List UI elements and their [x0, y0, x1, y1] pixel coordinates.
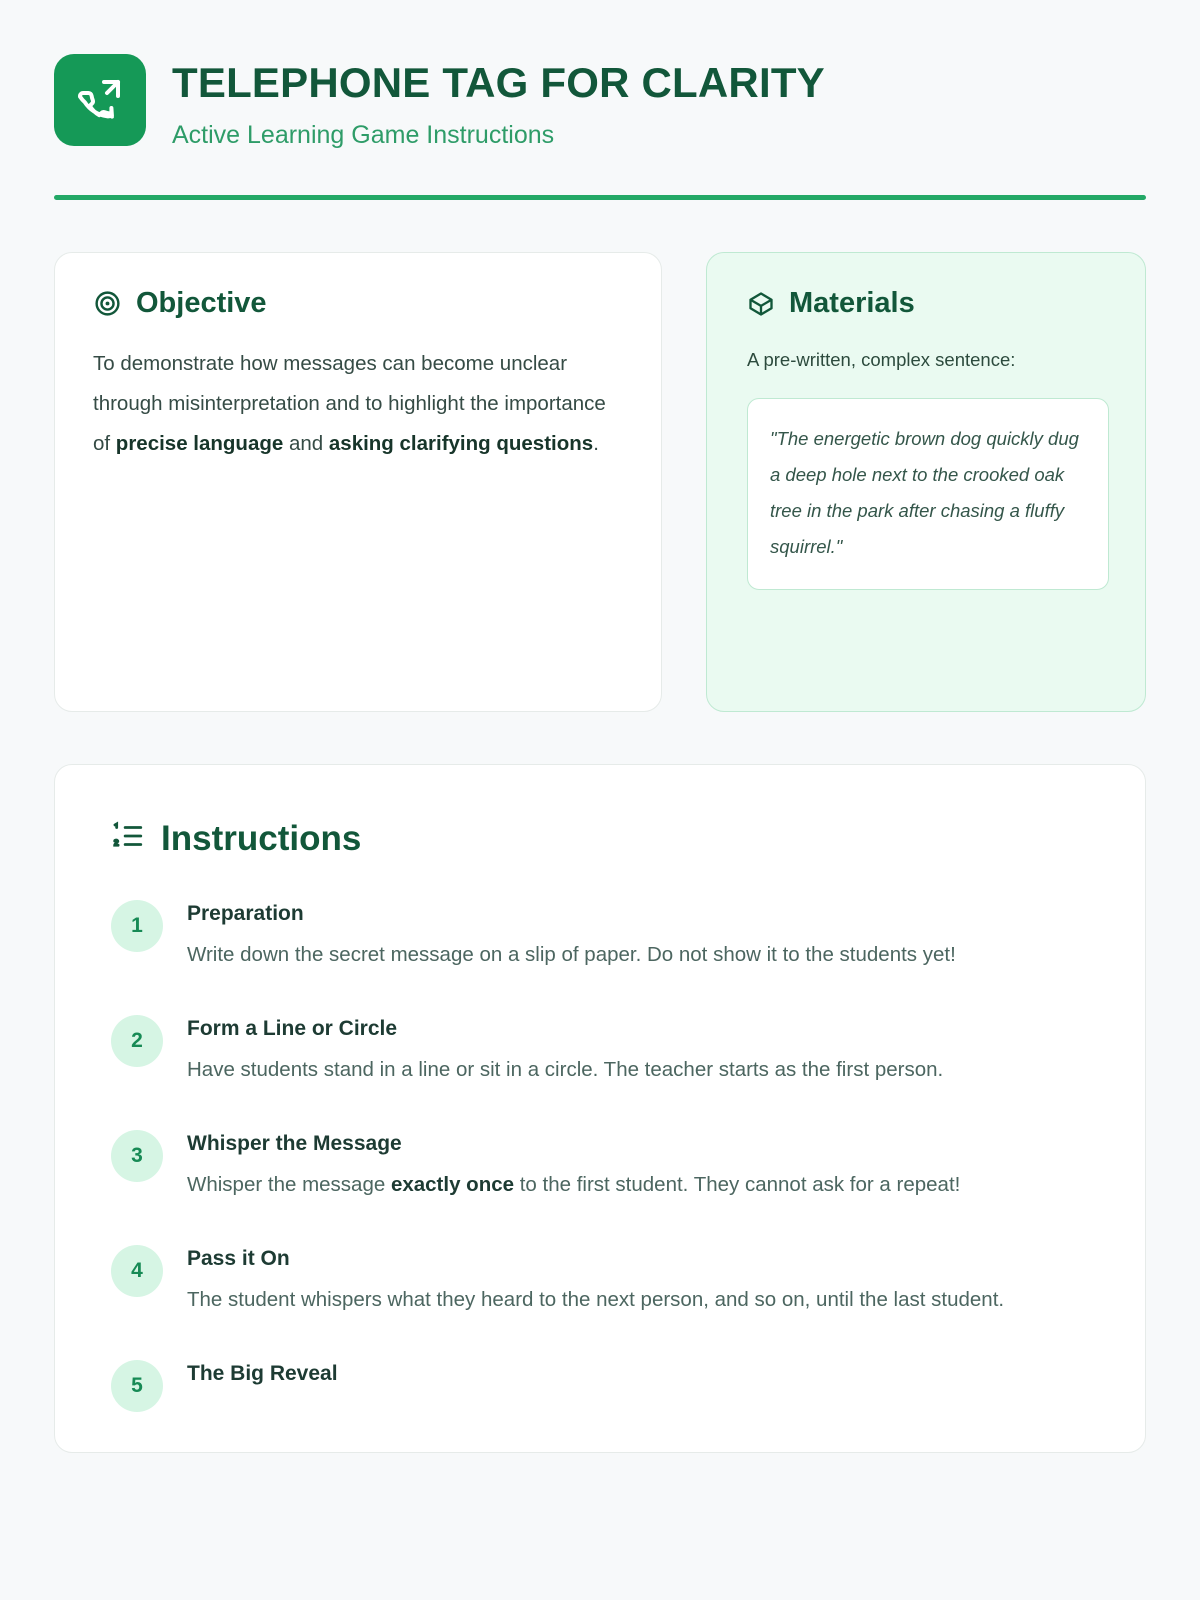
- instructions-title: Instructions: [161, 819, 362, 859]
- step-number: 5: [111, 1360, 163, 1412]
- ordered-list-icon: [111, 819, 145, 858]
- materials-intro: A pre-written, complex sentence:: [747, 349, 1016, 371]
- list-item: [111, 898, 1089, 975]
- list-item: [111, 1013, 1089, 1090]
- objective-card-header: [93, 289, 623, 318]
- instruction-steps: [111, 898, 1089, 1412]
- step-description-emphasis: exactly once: [390, 1173, 515, 1197]
- header-text-block: [172, 54, 825, 150]
- step-description: Have students stand in a line or sit in a circle. The teacher starts as the first person.: [187, 1058, 944, 1082]
- materials-title: Materials: [789, 287, 915, 320]
- objective-bold-clarifying-questions: asking clarifying questions: [328, 432, 594, 456]
- step-number: 4: [111, 1245, 163, 1297]
- objective-text-part1: To demonstrate how messages can become unclear through misinterpretation and to highlight the importance of: [93, 352, 606, 456]
- top-cards-row: [54, 252, 1146, 712]
- phone-forward-icon: [54, 54, 146, 146]
- instructions-card: [54, 764, 1146, 1453]
- step-description-part1: Whisper the message: [187, 1173, 391, 1197]
- step-body: [187, 1358, 1089, 1412]
- step-number: 2: [111, 1015, 163, 1067]
- instructions-header: [111, 819, 1089, 858]
- list-item: [111, 1358, 1089, 1412]
- step-title: Pass it On: [187, 1247, 290, 1270]
- step-title: Whisper the Message: [187, 1132, 402, 1156]
- list-item: [111, 1128, 1089, 1205]
- step-title: Form a Line or Circle: [187, 1017, 398, 1041]
- objective-text: [93, 344, 623, 464]
- target-icon: [93, 289, 122, 318]
- objective-text-part3: .: [593, 432, 599, 456]
- objective-bold-precise-language: precise language: [115, 432, 284, 456]
- objective-title: Objective: [136, 287, 267, 320]
- list-item: [111, 1243, 1089, 1320]
- materials-quote: "The energetic brown dog quickly dug a deep hole next to the crooked oak tree in the park after chasing a fluffy squirrel.": [770, 427, 1079, 557]
- step-description: [187, 1166, 1089, 1205]
- step-body: [187, 1243, 1089, 1320]
- materials-quote-box: [747, 398, 1109, 590]
- page-title: TELEPHONE TAG FOR CLARITY: [172, 59, 825, 106]
- materials-card-header: [747, 289, 1109, 318]
- step-body: [187, 1128, 1089, 1205]
- step-title: The Big Reveal: [187, 1361, 338, 1385]
- page-subtitle: Active Learning Game Instructions: [172, 121, 555, 150]
- step-body: [187, 1013, 1089, 1090]
- objective-card: [54, 252, 662, 712]
- page-header: [54, 54, 1146, 150]
- header-divider: [54, 195, 1146, 200]
- objective-text-part2: and: [283, 432, 329, 456]
- step-number: 1: [111, 900, 163, 952]
- materials-card: [706, 252, 1146, 712]
- step-body: [187, 898, 1089, 975]
- package-icon: [747, 290, 775, 318]
- step-number: 3: [111, 1130, 163, 1182]
- step-description: The student whispers what they heard to the next person, and so on, until the last student.: [187, 1288, 1005, 1311]
- step-description-part2: to the first student. They cannot ask for a repeat!: [514, 1173, 961, 1197]
- step-title: Preparation: [187, 902, 304, 926]
- step-description: Write down the secret message on a slip of paper. Do not show it to the students yet!: [187, 943, 956, 967]
